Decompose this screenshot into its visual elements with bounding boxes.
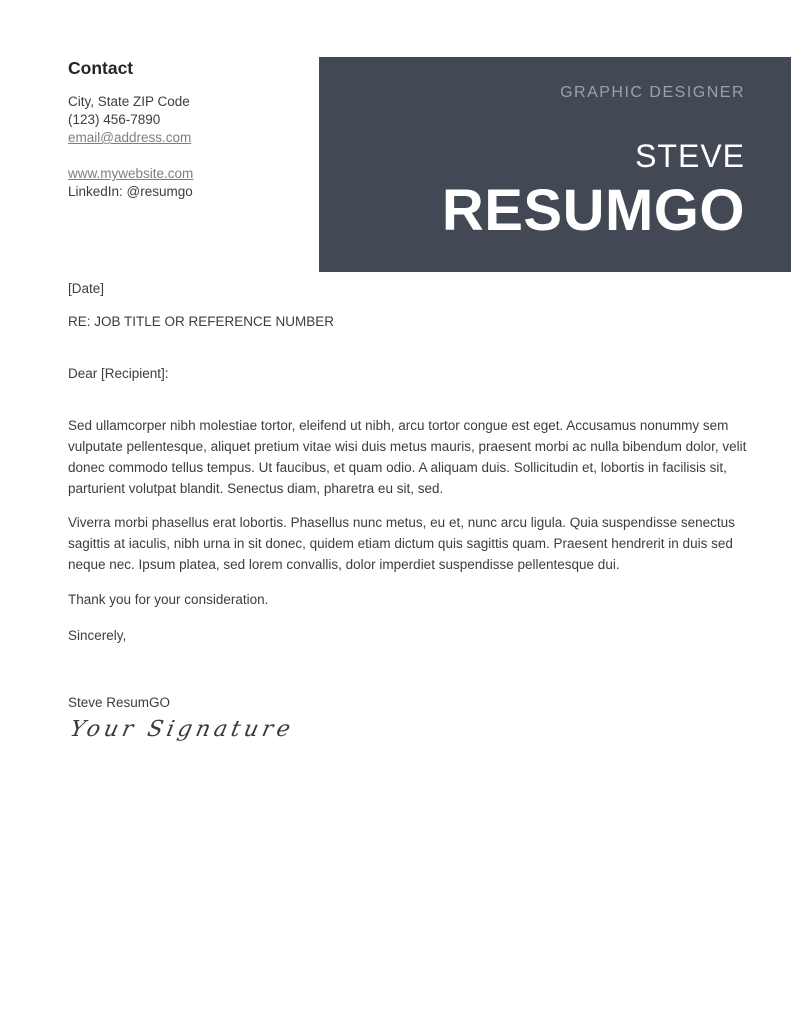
- contact-block: [68, 58, 308, 201]
- body-paragraph-1: Sed ullamcorper nibh molestiae tortor, eleifend ut nibh, arcu tortor congue est eget. Accusamus nonummy sem vulputate pellentesque, aliquet pretium vitae wisi duis metus mauris, praesent morbi ac nulla bibendum dolor, velit donec commodo tellus tempus. Ut faucibus, et quam odio. A aliquam duis. Sollicitudin et, lobortis in facilisis sit, parturient volutpat blandit. Senectus diam, pharetra eu sit, sed.: [68, 418, 747, 496]
- contact-email-row: [68, 129, 308, 147]
- handwritten-signature: Your Signature: [67, 717, 297, 742]
- last-name-text: RESUMGO: [441, 177, 745, 243]
- contact-heading: Contact: [68, 58, 134, 78]
- contact-linkedin: LinkedIn: @resumgo: [68, 184, 193, 199]
- contact-website-row: [68, 165, 308, 183]
- name-banner: [319, 57, 791, 272]
- closing-salutation: Sincerely,: [68, 628, 127, 643]
- letter-body: [68, 278, 760, 740]
- contact-website-link[interactable]: www.mywebsite.com: [68, 166, 194, 181]
- closing-thanks-line: Thank you for your consideration.: [68, 592, 269, 607]
- contact-phone: (123) 456-7890: [68, 112, 161, 127]
- contact-email-link[interactable]: email@address.com: [68, 130, 192, 145]
- contact-address: City, State ZIP Code: [68, 94, 190, 109]
- salutation-line: Dear [Recipient]:: [68, 366, 169, 381]
- re-subject-line: RE: JOB TITLE OR REFERENCE NUMBER: [68, 314, 335, 329]
- job-title-label: GRAPHIC DESIGNER: [560, 84, 745, 101]
- contact-spacer: [68, 147, 308, 165]
- first-name-text: STEVE: [635, 138, 745, 174]
- body-paragraph-2: Viverra morbi phasellus erat lobortis. Phasellus nunc metus, eu et, nunc arcu ligula. Quia suspendisse senectus sagittis at iaculis, nibh urna in sit donec, quidem etiam dictum quis sagittis quam. Praesent hendrerit in duis sed neque nec. Ipsum platea, sed lorem convallis, dolor imperdiet suspendisse pellentesque dui.: [68, 515, 735, 572]
- signer-name: Steve ResumGO: [68, 695, 171, 710]
- date-placeholder: [Date]: [68, 281, 105, 296]
